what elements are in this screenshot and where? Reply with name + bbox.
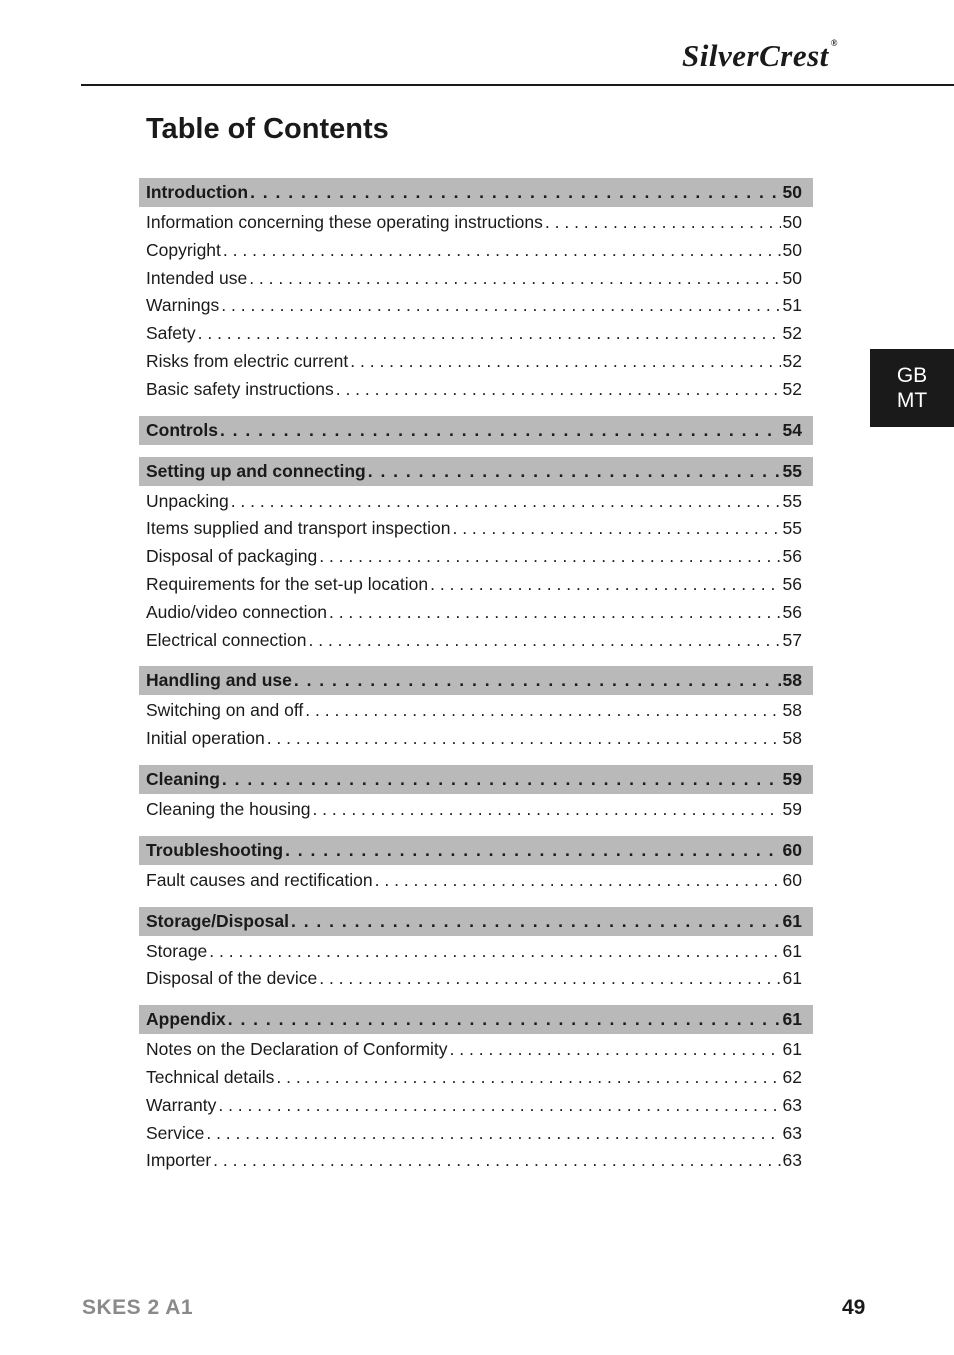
- entry-label: Disposal of packaging: [146, 546, 318, 567]
- page-number: 50: [782, 212, 802, 232]
- language-tab: [870, 349, 954, 427]
- dot-leader: [250, 178, 780, 207]
- dot-leader: [452, 515, 780, 543]
- toc-section: [139, 1005, 813, 1175]
- page-number: 54: [782, 419, 802, 440]
- page-number: 52: [782, 323, 802, 344]
- page-number: 55: [782, 460, 802, 481]
- entry-label: Service: [146, 1122, 205, 1143]
- dot-leader: [350, 348, 780, 376]
- toc-entry[interactable]: [139, 627, 813, 655]
- entry-label: Information concerning these operating instructions: [146, 212, 543, 232]
- dot-leader: [336, 376, 781, 404]
- table-of-contents: [139, 178, 813, 1187]
- page-number: 52: [782, 378, 802, 399]
- toc-entry[interactable]: [139, 938, 813, 966]
- language-code-mt: MT: [896, 389, 928, 412]
- toc-entry[interactable]: [139, 571, 813, 599]
- page-number: 55: [782, 518, 802, 539]
- entry-label: Items supplied and transport inspection: [146, 518, 451, 539]
- header-rule: [81, 84, 954, 86]
- toc-section: [139, 416, 813, 445]
- page-number: 56: [782, 573, 802, 594]
- dot-leader: [209, 938, 780, 966]
- page-number: 59: [782, 768, 802, 789]
- dot-leader: [220, 416, 781, 445]
- entry-label: Warranty: [146, 1094, 217, 1115]
- page-number: 56: [782, 601, 802, 622]
- entry-label: Risks from electric current: [146, 350, 349, 371]
- toc-section-heading[interactable]: [139, 836, 813, 865]
- toc-section: [139, 907, 813, 994]
- section-title: Setting up and connecting: [146, 460, 366, 481]
- entry-label: Warnings: [146, 295, 220, 316]
- dot-leader: [319, 965, 780, 993]
- toc-entry[interactable]: [139, 1064, 813, 1092]
- toc-entry[interactable]: [139, 515, 813, 543]
- entry-label: Copyright: [146, 239, 221, 260]
- toc-entry[interactable]: [139, 725, 813, 753]
- entry-label: Safety: [146, 323, 196, 344]
- entry-label: Importer: [146, 1150, 212, 1171]
- page-number: 56: [782, 546, 802, 567]
- page-number: 63: [782, 1122, 802, 1143]
- toc-entry[interactable]: [139, 265, 813, 293]
- dot-leader: [319, 543, 780, 571]
- dot-leader: [309, 627, 781, 655]
- dot-leader: [305, 697, 780, 725]
- page-number: 60: [782, 839, 802, 860]
- page-number: 61: [782, 968, 802, 989]
- entry-label: Technical details: [146, 1066, 275, 1087]
- toc-entry[interactable]: [139, 292, 813, 320]
- toc-entry[interactable]: [139, 796, 813, 824]
- entry-label: Requirements for the set-up location: [146, 573, 429, 594]
- entry-label: Electrical connection: [146, 629, 307, 650]
- brand-logo: [682, 38, 838, 74]
- toc-entry[interactable]: [139, 209, 813, 237]
- toc-entry[interactable]: [139, 1036, 813, 1064]
- page-title: Table of Contents: [146, 113, 389, 145]
- toc-entry[interactable]: [139, 543, 813, 571]
- dot-leader: [329, 599, 781, 627]
- page-number: 58: [782, 670, 802, 691]
- dot-leader: [368, 457, 781, 486]
- toc-section-heading[interactable]: [139, 666, 813, 695]
- toc-entry[interactable]: [139, 348, 813, 376]
- dot-leader: [249, 265, 780, 293]
- language-code-gb: GB: [896, 364, 928, 387]
- entry-label: Unpacking: [146, 490, 229, 511]
- page-number: 50: [782, 239, 802, 260]
- page-number: 63: [782, 1094, 802, 1115]
- toc-entry[interactable]: [139, 376, 813, 404]
- page-number: 52: [782, 350, 802, 371]
- entry-label: Disposal of the device: [146, 968, 318, 989]
- section-title: Troubleshooting: [146, 839, 284, 860]
- section-title: Controls: [146, 419, 218, 440]
- toc-section: [139, 457, 813, 655]
- dot-leader: [545, 209, 781, 237]
- registered-mark: ®: [830, 38, 838, 48]
- toc-section-heading[interactable]: [139, 457, 813, 486]
- dot-leader: [285, 836, 780, 865]
- dot-leader: [206, 1120, 780, 1148]
- dot-leader: [291, 907, 781, 936]
- toc-section-heading[interactable]: [139, 178, 813, 207]
- entry-label: Intended use: [146, 267, 248, 288]
- toc-entry[interactable]: [139, 1120, 813, 1148]
- entry-label: Notes on the Declaration of Conformity: [146, 1039, 448, 1060]
- dot-leader: [231, 488, 781, 516]
- page-number: 51: [782, 295, 802, 316]
- dot-leader: [222, 765, 781, 794]
- toc-section: [139, 178, 813, 404]
- page-number: 58: [782, 728, 802, 749]
- toc-entry[interactable]: [139, 488, 813, 516]
- footer-model: SKES 2 A1: [82, 1296, 194, 1319]
- entry-label: Initial operation: [146, 728, 265, 749]
- dot-leader: [267, 725, 781, 753]
- dot-leader: [213, 1147, 780, 1175]
- toc-entry[interactable]: [139, 1092, 813, 1120]
- entry-label: Cleaning the housing: [146, 798, 311, 819]
- toc-entry[interactable]: [139, 867, 813, 895]
- page-number: 61: [782, 1009, 802, 1030]
- page-number: 61: [782, 910, 802, 931]
- entry-label: Basic safety instructions: [146, 378, 334, 399]
- section-title: Cleaning: [146, 768, 220, 789]
- toc-entry[interactable]: [139, 599, 813, 627]
- toc-section: [139, 765, 813, 824]
- toc-section-heading[interactable]: [139, 765, 813, 794]
- page-number: 63: [782, 1150, 802, 1171]
- dot-leader: [375, 867, 781, 895]
- dot-leader: [430, 571, 780, 599]
- page-number: 61: [782, 940, 802, 961]
- entry-label: Fault causes and rectification: [146, 869, 373, 890]
- toc-entry[interactable]: [139, 965, 813, 993]
- page-number: 50: [782, 182, 802, 202]
- toc-section-heading[interactable]: [139, 416, 813, 445]
- toc-section-heading[interactable]: [139, 907, 813, 936]
- footer-page-number: 49: [842, 1296, 866, 1319]
- entry-label: Storage: [146, 940, 208, 961]
- page-number: 50: [782, 267, 802, 288]
- toc-section: [139, 666, 813, 753]
- toc-section: [139, 836, 813, 895]
- dot-leader: [223, 237, 781, 265]
- dot-leader: [221, 292, 780, 320]
- page-number: 60: [782, 869, 802, 890]
- brand-name: SilverCrest: [682, 38, 829, 73]
- dot-leader: [218, 1092, 780, 1120]
- entry-label: Audio/video connection: [146, 601, 327, 622]
- page-number: 62: [782, 1066, 802, 1087]
- section-title: Handling and use: [146, 670, 292, 691]
- dot-leader: [276, 1064, 780, 1092]
- page-number: 59: [782, 798, 802, 819]
- toc-section-heading[interactable]: [139, 1005, 813, 1034]
- page-number: 61: [782, 1039, 802, 1060]
- section-title: Introduction: [146, 182, 249, 202]
- dot-leader: [228, 1005, 781, 1034]
- toc-entry[interactable]: [139, 320, 813, 348]
- toc-entry[interactable]: [139, 1147, 813, 1175]
- toc-entry[interactable]: [139, 237, 813, 265]
- toc-entry[interactable]: [139, 697, 813, 725]
- dot-leader: [294, 666, 781, 695]
- dot-leader: [450, 1036, 781, 1064]
- dot-leader: [312, 796, 780, 824]
- entry-label: Switching on and off: [146, 700, 304, 721]
- dot-leader: [198, 320, 781, 348]
- section-title: Appendix: [146, 1009, 226, 1030]
- page-number: 55: [782, 490, 802, 511]
- page-number: 57: [782, 629, 802, 650]
- section-title: Storage/Disposal: [146, 910, 289, 931]
- page-number: 58: [782, 700, 802, 721]
